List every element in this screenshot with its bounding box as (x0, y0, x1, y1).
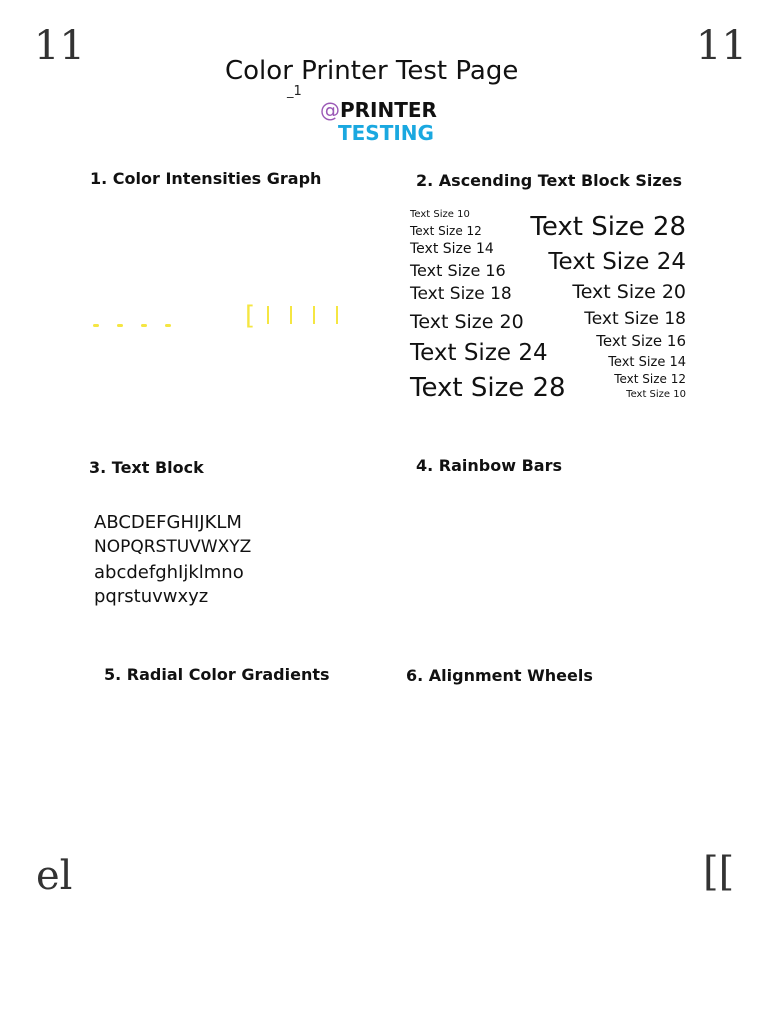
intensity-dot (117, 324, 123, 327)
title-mark: _1 (287, 84, 302, 99)
corner-mark-top-right: 11 (696, 23, 747, 69)
section-heading-color-intensities: 1. Color Intensities Graph (90, 169, 322, 188)
radial-gradients-area (90, 700, 370, 840)
text-size-sample: Text Size 20 (410, 311, 524, 333)
intensity-dot (165, 324, 171, 327)
text-size-sample: Text Size 14 (410, 241, 494, 257)
text-size-sample: Text Size 24 (548, 249, 686, 275)
text-size-sample: Text Size 16 (596, 332, 686, 350)
section-heading-text-block: 3. Text Block (89, 458, 204, 477)
section-heading-ascending-text: 2. Ascending Text Block Sizes (416, 171, 683, 190)
text-size-sample: Text Size 14 (608, 355, 686, 370)
text-size-sample: Text Size 12 (614, 372, 686, 386)
section-heading-rainbow-bars: 4. Rainbow Bars (416, 456, 562, 475)
intensity-bar (313, 306, 315, 324)
corner-mark-top-left: 11 (34, 23, 85, 69)
text-size-sample: Text Size 10 (626, 389, 686, 400)
alignment-wheels-area (406, 700, 686, 840)
text-size-sample: Text Size 12 (410, 224, 482, 238)
text-block-line: abcdefghIjklmno (94, 562, 244, 583)
logo (320, 98, 437, 122)
text-size-sample: Text Size 18 (584, 309, 686, 329)
rainbow-bars-area (416, 490, 696, 620)
intensity-bar (336, 306, 338, 324)
intensity-bar (267, 306, 269, 324)
intensity-dot (93, 324, 99, 327)
logo-at-symbol: @ (320, 98, 340, 122)
logo-printer-text: PRINTER (340, 98, 437, 122)
text-size-sample: Text Size 24 (410, 340, 548, 366)
section-heading-radial-gradients: 5. Radial Color Gradients (104, 665, 330, 684)
text-size-sample: Text Size 28 (410, 373, 566, 403)
text-size-sample: Text Size 10 (410, 209, 470, 220)
text-size-sample: Text Size 20 (572, 281, 686, 303)
logo-testing-text: TESTING (338, 121, 434, 145)
intensity-bracket: [ (245, 301, 256, 331)
text-size-sample: Text Size 18 (410, 284, 512, 304)
corner-mark-bottom-left: el (36, 853, 73, 899)
intensity-dot (141, 324, 147, 327)
corner-mark-bottom-right: [[ (703, 849, 735, 895)
section-heading-alignment-wheels: 6. Alignment Wheels (406, 666, 593, 685)
text-block-line: NOPQRSTUVWXYZ (94, 537, 252, 557)
text-block-line: pqrstuvwxyz (94, 586, 209, 607)
intensity-bar (290, 306, 292, 324)
text-size-sample: Text Size 16 (410, 261, 506, 280)
page-title: Color Printer Test Page (225, 56, 519, 86)
text-size-sample: Text Size 28 (530, 212, 686, 242)
text-block-line: ABCDEFGHIJKLM (94, 512, 242, 533)
